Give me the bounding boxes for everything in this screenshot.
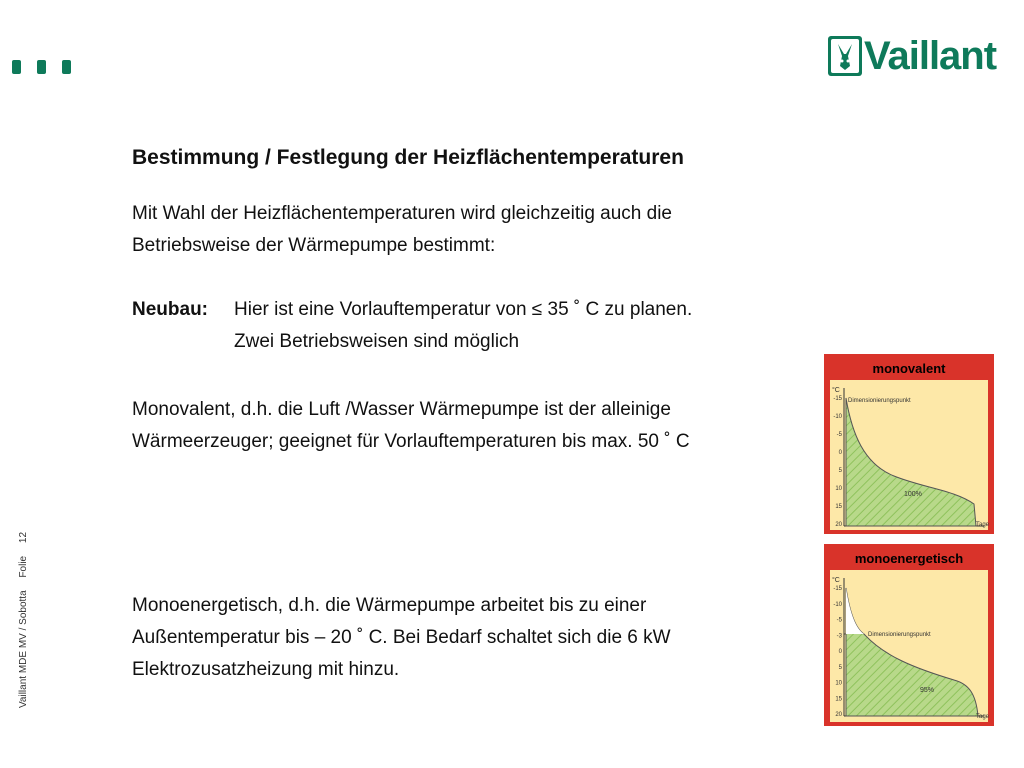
chart-heading: monoenergetisch [854,551,964,566]
y-tick-label: -15 [833,586,842,592]
y-tick-label: 10 [835,486,842,492]
chart-x-label: Tage [976,714,990,720]
neubau-line: Zwei Betriebsweisen sind möglich [234,331,520,352]
chart-annotation: Dimensionierungspunkt [868,632,931,638]
neubau-paragraph [132,294,692,358]
y-tick-label: 10 [835,680,842,687]
footer-folie-label: Folie [18,555,29,578]
monovalent-paragraph [132,394,690,458]
neubau-label: Neubau: [132,299,208,320]
y-tick-label: -3 [836,633,842,640]
chart-heading: monovalent [872,361,946,376]
monoenergetisch-line: Monoenergetisch, d.h. die Wärmepumpe arbeitet bis zu einer [132,595,647,616]
intro-line: Mit Wahl der Heizflächentemperaturen wird gleichzeitig auch die [132,203,672,224]
chart-x-label: Tage [976,522,990,528]
brand-dots [12,60,71,74]
footer-folie-number: 12 [18,531,29,544]
y-tick-label: 20 [835,522,842,528]
chart-unit: °C [832,387,840,394]
monoenergetisch-chart [824,544,994,726]
monovalent-line: Wärmeerzeuger; geeignet für Vorlauftemperaturen bis max. 50 ˚ C [132,431,690,452]
brand-dot [62,60,71,74]
monovalent-line: Monovalent, d.h. die Luft /Wasser Wärmepumpe ist der alleinige [132,399,671,420]
neubau-line: Hier ist eine Vorlauftemperatur von ≤ 35 ˚ C zu planen. [234,299,693,320]
chart-percentage: 95% [920,687,935,694]
y-tick-label: 0 [838,450,842,456]
slide-title: Bestimmung / Festlegung der Heizflächentemperaturen [132,146,684,169]
brand-dot [37,60,46,74]
chart-unit: °C [832,577,840,584]
logo-text: Vaillant [864,34,997,78]
brand-dot [12,60,21,74]
y-tick-label: 20 [835,712,842,718]
footer-company: Vaillant MDE MV / Sobotta [18,590,29,708]
y-tick-label: 0 [838,649,842,655]
intro-line: Betriebsweise der Wärmepumpe bestimmt: [132,235,496,256]
vaillant-logo [828,36,996,76]
monovalent-chart [824,354,994,534]
chart-annotation: Dimensionierungspunkt [848,398,911,404]
chart-percentage: 100% [904,491,922,498]
footer-sidebar [18,508,34,708]
y-tick-label: -5 [836,432,842,438]
y-tick-label: 15 [835,504,842,510]
intro-paragraph [132,198,672,262]
y-tick-label: 5 [838,664,842,671]
monoenergetisch-line: Elektrozusatzheizung mit hinzu. [132,659,400,680]
y-tick-label: -10 [833,414,842,420]
y-tick-label: 15 [835,696,842,703]
monoenergetisch-paragraph [132,590,671,686]
y-tick-label: -15 [833,396,842,402]
monoenergetisch-line: Außentemperatur bis – 20 ˚ C. Bei Bedarf schaltet sich die 6 kW [132,627,671,648]
hare-icon [828,36,862,76]
y-tick-label: -5 [836,617,842,624]
y-tick-label: 5 [838,468,842,474]
y-tick-label: -10 [833,601,842,608]
